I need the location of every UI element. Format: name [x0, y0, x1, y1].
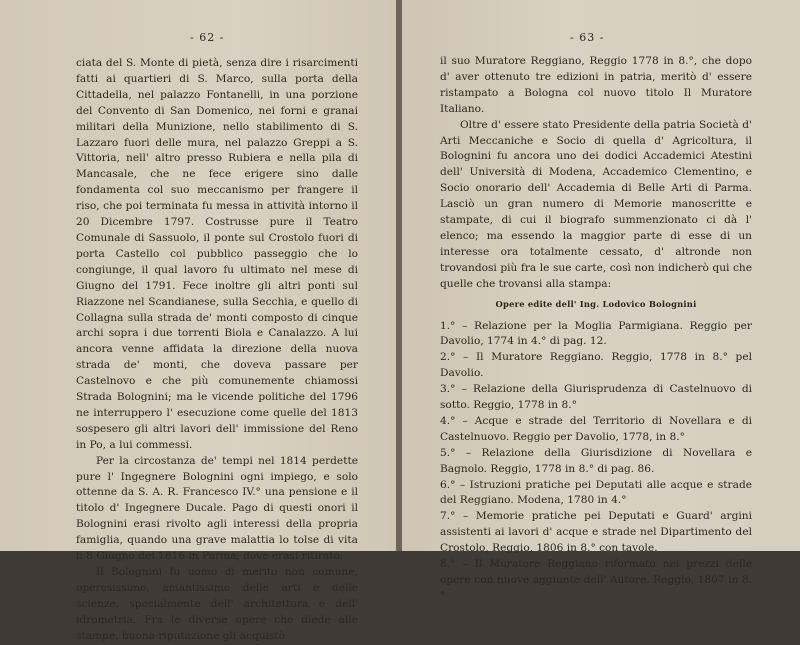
list-item: 5.° – Relazione della Giurisdizione di Novellara e Bagnolo. Reggio, 1778 in 8.° di pag. 86.	[440, 446, 752, 475]
page-number-right: - 63 -	[570, 31, 605, 44]
list-item: 3.° – Relazione della Giurisprudenza di Castelnuovo di sotto. Reggio, 1778 in 8.°	[440, 383, 752, 412]
list-item: 1.° – Relazione per la Moglia Parmigiana. Reggio per Davolio, 1774 in 4.° di pag. 12.	[440, 319, 752, 348]
paragraph: Per la circostanza de' tempi nel 1814 perdette pure l' Ingegnere Bolognini ogni impiego, e solo ottenne da S. A. R. Francesco IV.° una pensione e il titolo d' Ingegnere Ducale. Pago di questi onori il Bolognini erasi rivolto agli interessi della propria famiglia, quando una grave malattia lo tolse di vita li 8 Giugno del 1816 in Parma, dove erasi ritirato.	[76, 454, 358, 563]
right-page-text	[440, 54, 752, 605]
list-item: 6.° – Istruzioni pratiche pei Deputati alle acque e strade del Reggiano. Modena, 1780 in 4.°	[440, 478, 752, 507]
left-page-text	[76, 56, 358, 645]
list-item: 2.° – Il Muratore Reggiano. Reggio, 1778 in 8.° pel Davolio.	[440, 351, 752, 380]
page-number-left: - 62 -	[190, 31, 225, 44]
paragraph: Oltre d' essere stato Presidente della patria Società d' Arti Meccaniche e Socio di quella d' Agricoltura, il Bolognini fu ancora uno dei dodici Accademici Atestini dell' Università di Modena, Accademico Clementino, e Socio onorario dell' Accademia di Belle Arti di Parma. Lasciò un gran numero di Memorie manoscritte e stampate, di cui il biografo summenzionato ci dà l' elenco; ma essendo la maggior parte di esse di un interesse ora totalmente cessato, d' altronde non trovandosi più fra le sue carte, così non indicherò qui che quelle che trovansi alla stampa:	[440, 118, 752, 290]
section-heading: Opere edite dell' Ing. Lodovico Bolognini	[495, 298, 697, 309]
paragraph: Il Bolognini fu uomo di merito non comune, operosissimo, amantissimo delle arti e delle scienze, specialmente dell' architettura e dell' idrometria. Fra le diverse opere che diede alle stampe, buona riputazione gli acquistò	[76, 566, 358, 642]
left-page	[0, 0, 398, 642]
list-item: 4.° – Acque e strade del Territorio di Novellara e di Castelnuovo. Reggio per Davolio, 1778, in 8.°	[440, 414, 752, 443]
list-item: 7.° – Memorie pratiche pei Deputati e Guard' argini assistenti ai lavori d' acque e strade nel Dipartimento del Crostolo, Reggio, 1806 in 8.° con tavole.	[440, 510, 752, 555]
paragraph: il suo Muratore Reggiano, Reggio 1778 in 8.°, che dopo d' aver ottenuto tre edizioni in patria, meritò d' essere ristampato a Bologna col nuovo titolo Il Muratore Italiano.	[440, 55, 752, 115]
list-item: 8.° – Il Muratore Reggiano riformato nei prezzi delle opere con nuove aggiunte dell' Autore. Reggio, 1807 in 8.°	[440, 558, 752, 602]
paragraph: ciata del S. Monte di pietà, senza dire i risarcimenti fatti ai quartieri di S. Marco, sulla porta della Cittadella, nel palazzo Fontanelli, in una porzione del Convento di San Domenico, nei forni e granai militari della Munizione, nello stabilimento di S. Lazzaro fuori delle mura, nel palazzo Greppi a S. Vittoria, nell' altro presso Rubiera e nella pila di Mancasale, che ne fece erigere sino dalle fondamenta col suo meccanismo per frangere il riso, che poi terminata fu messa in attività intorno il 20 Dicembre 1797. Costrusse pure il Teatro Comunale di Sassuolo, il ponte sul Crostolo fuori di porta Castello col pubblico passeggio che lo congiunge, il qual lavoro fu ultimato nel mese di Giugno del 1791. Fece inoltre gli altri ponti sul Riazzone nel Scandianese, sulla Secchia, e quello di Collagna sulla strada de' monti composto di cinque archi sopra i due torrenti Biola e Canalazzo. A lui ancora venne affidata la direzione della nuova strada de' monti, che doveva passare per Castelnovo e che più comunemente chiamossi Strada Bolognini; ma le vicende politiche del 1796 ne interruppero l' esecuzione come quelle del 1813 sospesero gli altri lavori dell' immissione del Reno in Po, a lui commessi.	[76, 57, 358, 451]
right-page	[402, 0, 800, 602]
